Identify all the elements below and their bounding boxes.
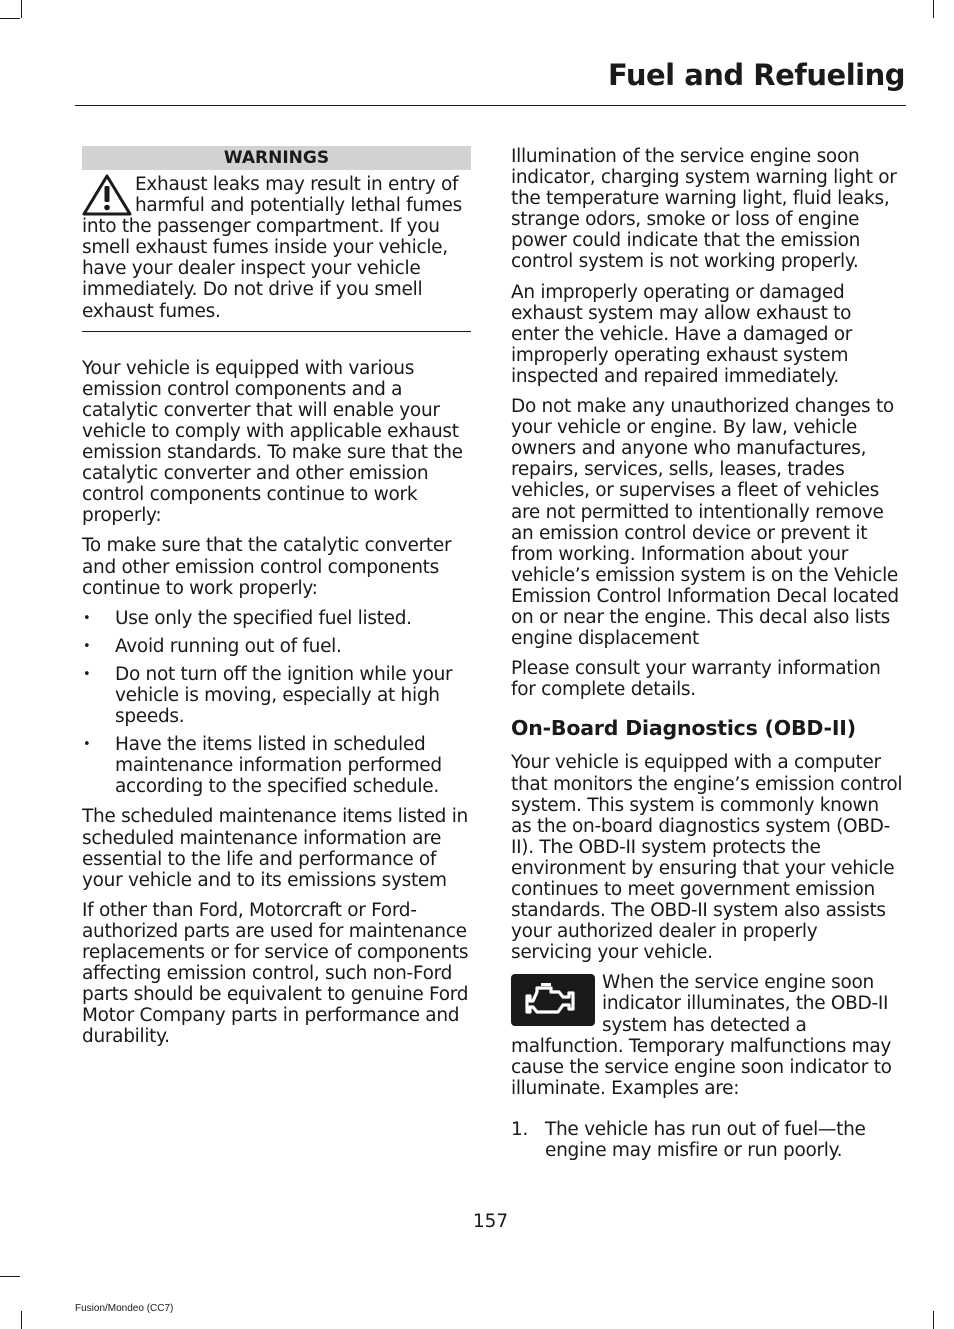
footer-model: Fusion/Mondeo (CC7) [75, 1303, 174, 1314]
title-divider [75, 105, 906, 106]
replacement-parts-paragraph: If other than Ford, Motorcraft or Ford-authorized parts are used for maintenance replacements or for service of components affecting emission control, such non-Ford parts should be equivalent to genuine Ford Motor Company parts in performance and durability. [82, 899, 469, 1048]
list-item: • Do not turn off the ignition while your vehicle is moving, especially at high speeds. [82, 664, 471, 727]
check-engine-icon [511, 974, 595, 1026]
warning-heading: WARNINGS [82, 146, 471, 170]
crop-mark [933, 0, 934, 18]
right-column [511, 146, 903, 1161]
list-item: • Use only the specified fuel listed. [82, 608, 471, 629]
list-item-text: The vehicle has run out of fuel—the engine may misfire or run poorly. [545, 1118, 866, 1162]
unauthorized-changes-paragraph: Do not make any unauthorized changes to your vehicle or engine. By law, vehicle owners and anyone who manufactures, repairs, services, sells, leases, trades vehicles, or supervises a fleet of vehicles are not permitted to intentionally remove an emission control device or prevent it from working. Information about your vehicle’s emission system is on the Vehicle Emission Control Information Decal located on or near the engine. This decal also lists engine displacement [511, 396, 899, 650]
list-item [511, 1119, 903, 1161]
examples-list [511, 1119, 903, 1161]
list-item: • Avoid running out of fuel. [82, 636, 471, 657]
warning-text: Exhaust leaks may result in entry of harmful and potentially lethal fumes into the passenger compartment. If you smell exhaust fumes inside your vehicle, have your dealer inspect your vehicle immediately. Do not drive if you smell exhaust fumes. [82, 174, 462, 322]
crop-mark [21, 0, 22, 18]
warning-triangle-icon [82, 174, 132, 216]
crop-mark [21, 1311, 22, 1329]
exhaust-system-paragraph: An improperly operating or damaged exhaust system may allow exhaust to enter the vehicle. Have a damaged or improperly operating exhaust system inspected and repaired immediately. [511, 281, 853, 387]
page-title: Fuel and Refueling [607, 58, 905, 92]
section-heading-obd: On-Board Diagnostics (OBD-II) [511, 716, 856, 741]
crop-mark [0, 18, 20, 19]
left-column [82, 146, 471, 1056]
warning-box [82, 146, 471, 332]
warranty-paragraph: Please consult your warranty information for complete details. [511, 658, 881, 701]
emission-tips-intro: To make sure that the catalytic converter and other emission control components continue to work properly: [82, 535, 452, 599]
engine-indicator-paragraph [511, 972, 903, 1099]
illumination-paragraph: Illumination of the service engine soon indicator, charging system warning light or the temperature warning light, fluid leaks, strange odors, smoke or loss of engine power could indicate that the emission control system is not working properly. [511, 146, 897, 273]
list-number: 1. [511, 1118, 529, 1140]
emission-tips-list [82, 608, 471, 798]
list-item: • Have the items listed in scheduled maintenance information performed according to the specified schedule. [82, 734, 471, 797]
emission-intro-paragraph: Your vehicle is equipped with various emission control components and a catalytic converter that will enable your vehicle to comply with applicable exhaust emission standards. To make sure that the catalytic converter and other emission control components continue to work properly: [82, 357, 463, 527]
scheduled-maintenance-paragraph: The scheduled maintenance items listed in scheduled maintenance information are essential to the life and performance of your vehicle and to its emissions system [82, 806, 468, 891]
warning-body [82, 174, 471, 332]
crop-mark [933, 1311, 934, 1329]
page-number: 157 [472, 1211, 509, 1232]
obd-description-paragraph: Your vehicle is equipped with a computer that monitors the engine’s emission control system. This system is commonly known as the on-board diagnostics system (OBD-II). The OBD-II system protects the environment by ensuring that your vehicle continues to meet government emission standards. The OBD-II system also assists your authorized dealer in properly servicing your vehicle. [511, 752, 903, 964]
crop-mark [0, 1276, 20, 1277]
engine-indicator-text: When the service engine soon indicator illuminates, the OBD-II system has detected a malfunction. Temporary malfunctions may cause the service engine soon indicator to illuminate. Examples are: [511, 972, 892, 1099]
